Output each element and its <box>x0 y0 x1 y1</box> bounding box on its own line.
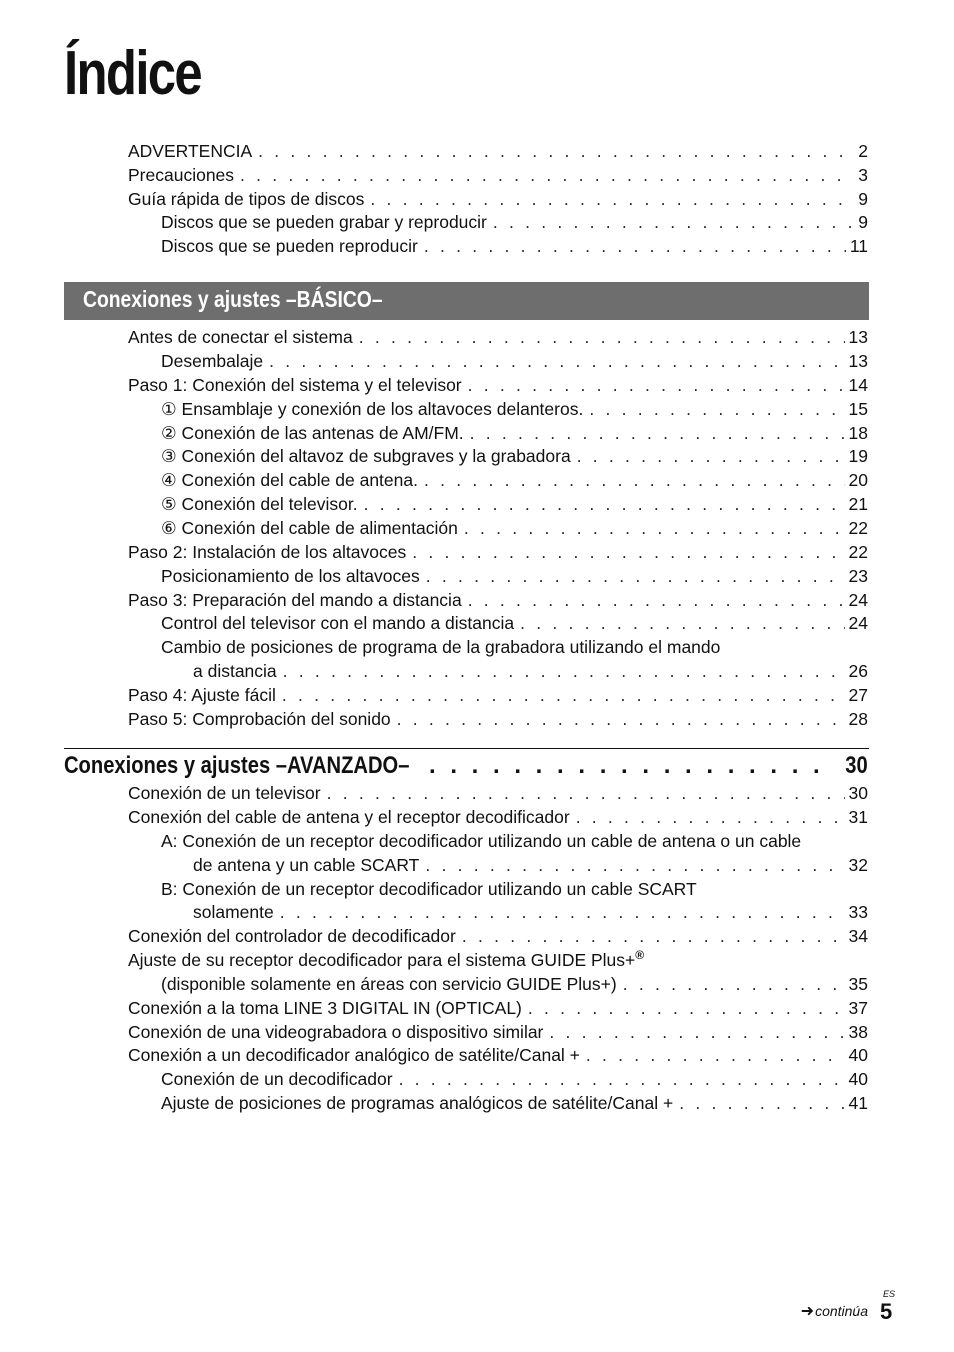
toc-entry[interactable] <box>128 326 868 348</box>
toc-entry-page: 18 <box>848 423 868 443</box>
section-page: 30 <box>845 752 868 779</box>
toc-entry-label: ADVERTENCIA <box>128 141 253 161</box>
dot-leader <box>464 517 845 539</box>
toc-entry-label: Discos que se pueden grabar y reproducir <box>161 212 487 232</box>
toc-entry-label: ② Conexión de las antenas de AM/FM. <box>161 423 464 443</box>
toc-entry-page: 35 <box>848 974 868 994</box>
toc-entry-label: ⑥ Conexión del cable de alimentación <box>161 518 458 538</box>
dot-leader <box>425 854 844 876</box>
toc-entry-page: 28 <box>848 709 868 729</box>
toc-entry-page: 37 <box>848 998 868 1018</box>
toc-entry[interactable] <box>128 188 868 210</box>
toc-entry[interactable] <box>128 1021 868 1043</box>
toc-entry[interactable] <box>128 806 868 828</box>
toc-entry-page: 41 <box>848 1093 868 1113</box>
toc-entry-label: Ajuste de su receptor decodificador para el sistema GUIDE Plus+ <box>128 950 636 970</box>
language-code: ES <box>883 1289 896 1299</box>
arrow-right-icon: ➜ <box>800 1303 815 1320</box>
dot-leader <box>462 925 845 947</box>
dot-leader <box>623 973 845 995</box>
dot-leader <box>370 188 854 210</box>
toc-entry-label[interactable]: A: Conexión de un receptor decodificador utilizando un cable de antena o un cable <box>161 831 802 851</box>
dot-leader <box>364 493 845 515</box>
page-number: 5 <box>880 1299 893 1324</box>
section-header-basic <box>64 282 869 320</box>
toc-entry[interactable] <box>161 211 868 233</box>
dot-leader <box>468 589 845 611</box>
toc-entry[interactable] <box>161 422 868 444</box>
toc-entry[interactable] <box>128 541 868 563</box>
toc-entry[interactable] <box>128 925 868 947</box>
toc-entry-label[interactable]: Cambio de posiciones de programa de la grabadora utilizando el mando <box>161 637 721 657</box>
toc-entry[interactable] <box>161 565 868 587</box>
section-title: Conexiones y ajustes –AVANZADO– <box>64 752 410 779</box>
toc-entry-page: 26 <box>848 661 868 681</box>
toc-entry-page: 14 <box>848 375 868 395</box>
dot-leader <box>577 445 845 467</box>
toc-entry[interactable] <box>128 997 868 1019</box>
toc-entry-page: 33 <box>848 902 868 922</box>
toc-entry-label: Paso 3: Preparación del mando a distancia <box>128 590 462 610</box>
dot-leader <box>280 901 845 923</box>
toc-entry-label: Ajuste de posiciones de programas analógicos de satélite/Canal + <box>161 1093 674 1113</box>
toc-entry-page: 2 <box>858 141 868 161</box>
dot-leader <box>679 1092 844 1114</box>
toc-entry[interactable] <box>161 1068 868 1090</box>
toc-entry-label: Desembalaje <box>161 351 264 371</box>
toc-entry[interactable] <box>161 350 868 372</box>
toc-entry-page: 22 <box>848 518 868 538</box>
toc-entry[interactable] <box>193 901 868 923</box>
toc-entry-label: Guía rápida de tipos de discos <box>128 189 365 209</box>
dot-leader <box>282 684 845 706</box>
toc-entry[interactable] <box>161 517 868 539</box>
toc-entry[interactable] <box>128 1044 868 1066</box>
toc-entry-label: Conexión de una videograbadora o dispositivo similar <box>128 1022 544 1042</box>
toc-entry-label-cont: de antena y un cable SCART <box>193 855 420 875</box>
toc-entry-label: Control del televisor con el mando a distancia <box>161 613 515 633</box>
dot-leader <box>493 211 854 233</box>
dot-leader <box>429 752 835 780</box>
dot-leader <box>359 326 845 348</box>
toc-entry-label: Discos que se pueden reproducir <box>161 236 418 256</box>
toc-entry[interactable] <box>161 398 868 420</box>
toc-entry-page: 23 <box>848 566 868 586</box>
toc-entry-page: 20 <box>848 470 868 490</box>
registered-mark: ® <box>635 948 645 963</box>
toc-entry-label-row[interactable] <box>128 949 644 971</box>
dot-leader <box>269 350 844 372</box>
dot-leader <box>283 660 845 682</box>
dot-leader <box>576 806 845 828</box>
dot-leader <box>426 565 845 587</box>
toc-entry[interactable] <box>161 469 868 491</box>
dot-leader <box>424 469 845 491</box>
section-divider <box>64 748 869 749</box>
toc-entry-label: Conexión de un televisor <box>128 783 321 803</box>
toc-entry-page: 22 <box>848 542 868 562</box>
section-title: Conexiones y ajustes –BÁSICO– <box>83 286 383 312</box>
toc-entry[interactable] <box>161 1092 868 1114</box>
toc-entry[interactable] <box>128 164 868 186</box>
toc-entry-label: Paso 1: Conexión del sistema y el televisor <box>128 375 462 395</box>
toc-entry-label: ① Ensamblaje y conexión de los altavoces delanteros. <box>161 399 584 419</box>
dot-leader <box>470 422 845 444</box>
toc-entry-label: Paso 4: Ajuste fácil <box>128 685 276 705</box>
toc-entry-page: 9 <box>858 212 868 232</box>
toc-entry-label: Paso 2: Instalación de los altavoces <box>128 542 407 562</box>
toc-entry-label: Conexión de un decodificador <box>161 1069 393 1089</box>
dot-leader <box>586 1044 845 1066</box>
dot-leader <box>520 612 844 634</box>
dot-leader <box>549 1021 844 1043</box>
toc-entry[interactable] <box>161 973 868 995</box>
toc-entry-label: Antes de conectar el sistema <box>128 327 353 347</box>
toc-entry-label: ③ Conexión del altavoz de subgraves y la grabadora <box>161 446 571 466</box>
dot-leader <box>240 164 854 186</box>
toc-entry-page: 27 <box>848 685 868 705</box>
toc-entry-page: 11 <box>849 236 868 256</box>
dot-leader <box>424 235 846 257</box>
toc-entry-page: 32 <box>848 855 868 875</box>
toc-entry-label: Posicionamiento de los altavoces <box>161 566 420 586</box>
page-title: Índice <box>64 39 202 108</box>
section-header-advanced[interactable] <box>64 752 868 780</box>
toc-entry-label: Conexión a la toma LINE 3 DIGITAL IN (OPTICAL) <box>128 998 522 1018</box>
toc-entry[interactable] <box>161 493 868 515</box>
toc-entry-page: 34 <box>848 926 868 946</box>
dot-leader <box>528 997 845 1019</box>
toc-entry-label-cont: a distancia <box>193 661 277 681</box>
toc-entry-page: 40 <box>848 1069 868 1089</box>
toc-entry[interactable] <box>193 854 868 876</box>
toc-entry-label[interactable]: B: Conexión de un receptor decodificador utilizando un cable SCART <box>161 879 697 899</box>
dot-leader <box>327 782 845 804</box>
toc-entry-label: Paso 5: Comprobación del sonido <box>128 709 391 729</box>
dot-leader <box>399 1068 845 1090</box>
toc-entry-page: 13 <box>848 327 868 347</box>
toc-entry[interactable] <box>161 612 868 634</box>
toc-entry-page: 15 <box>848 399 868 419</box>
toc-entry-page: 38 <box>848 1022 868 1042</box>
dot-leader <box>412 541 844 563</box>
continues-link[interactable] <box>801 1301 868 1321</box>
toc-entry-label: ⑤ Conexión del televisor. <box>161 494 358 514</box>
toc-entry-label: Precauciones <box>128 165 235 185</box>
toc-entry[interactable] <box>128 782 868 804</box>
toc-entry-page: 31 <box>848 807 868 827</box>
toc-entry-label-cont: (disponible solamente en áreas con servicio GUIDE Plus+) <box>161 974 617 994</box>
dot-leader <box>397 708 845 730</box>
toc-entry[interactable] <box>161 445 868 467</box>
dot-leader <box>468 374 845 396</box>
toc-entry-page: 13 <box>848 351 868 371</box>
toc-entry-page: 3 <box>858 165 868 185</box>
toc-entry-label: Conexión del cable de antena y el receptor decodificador <box>128 807 570 827</box>
toc-entry-page: 30 <box>848 783 868 803</box>
toc-entry[interactable] <box>128 589 868 611</box>
toc-entry-page: 21 <box>848 494 868 514</box>
dot-leader <box>258 140 854 162</box>
toc-entry[interactable] <box>128 708 868 730</box>
toc-entry[interactable] <box>128 374 868 396</box>
toc-entry-page: 40 <box>848 1045 868 1065</box>
toc-entry-page: 24 <box>848 613 868 633</box>
toc-entry-label: Conexión del controlador de decodificador <box>128 926 456 946</box>
toc-entry-label: Conexión a un decodificador analógico de satélite/Canal + <box>128 1045 580 1065</box>
dot-leader <box>589 398 844 420</box>
toc-entry[interactable] <box>161 235 868 257</box>
toc-entry-page: 9 <box>858 189 868 209</box>
toc-entry[interactable] <box>128 684 868 706</box>
continues-label: continúa <box>815 1303 868 1319</box>
toc-entry-page: 19 <box>848 446 868 466</box>
toc-entry-label-cont: solamente <box>193 902 274 922</box>
toc-entry-label: ④ Conexión del cable de antena. <box>161 470 418 490</box>
toc-entry-page: 24 <box>848 590 868 610</box>
toc-entry[interactable] <box>128 140 868 162</box>
toc-entry[interactable] <box>193 660 868 682</box>
